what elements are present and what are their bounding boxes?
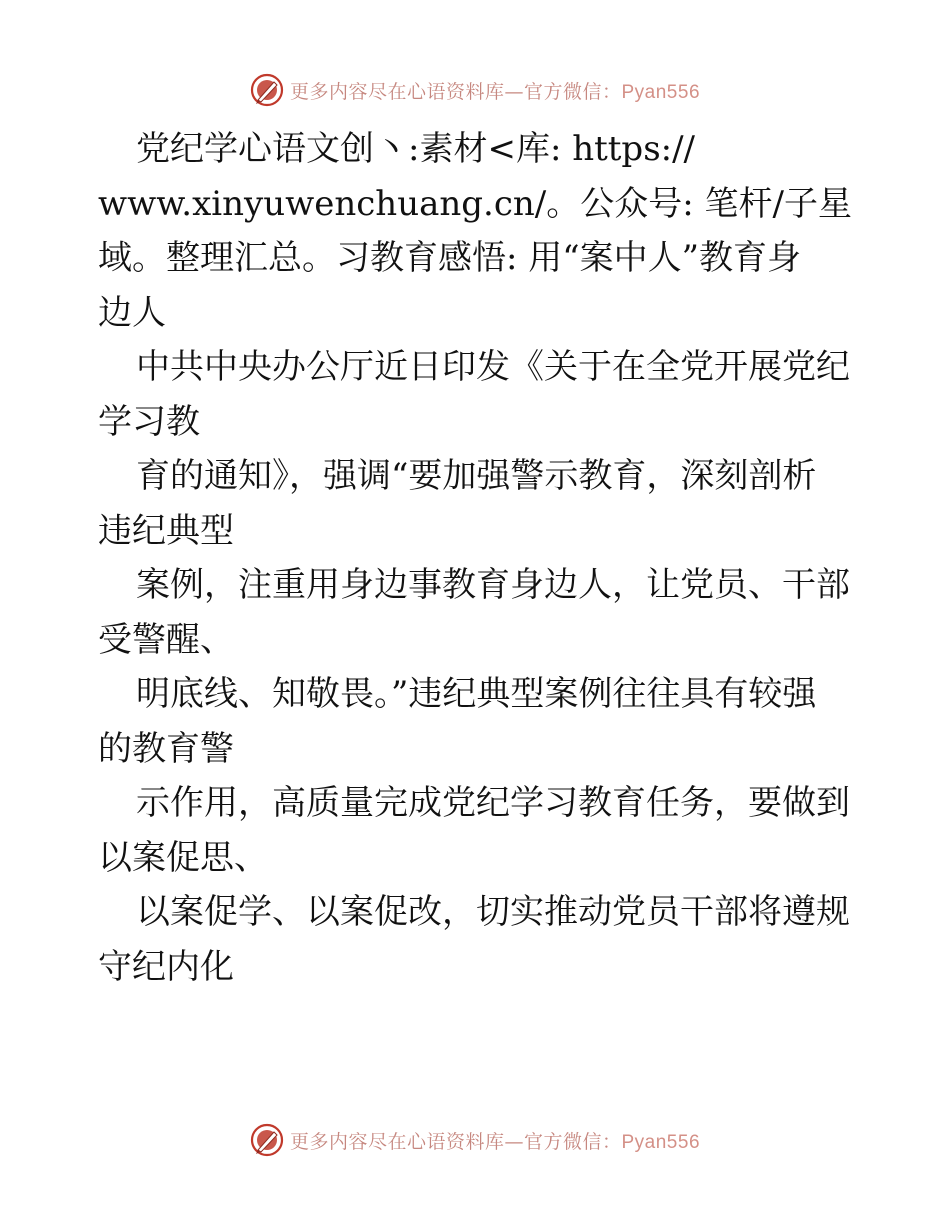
body-line: www.xinyuwenchuang.cn/。公众号: 笔杆/子星 bbox=[98, 183, 852, 224]
body-line: 的教育警 bbox=[98, 728, 234, 769]
footer-banner-text bbox=[290, 1127, 700, 1154]
pen-seal-icon bbox=[250, 73, 284, 107]
header-banner-account: Pyan556 bbox=[621, 81, 701, 103]
document-body bbox=[98, 122, 858, 994]
body-line: 党纪学心语文创丶:素材<库: https:// bbox=[136, 129, 696, 169]
footer-banner bbox=[0, 1120, 950, 1160]
header-banner-inner bbox=[250, 70, 700, 110]
body-line: 守纪内化 bbox=[98, 946, 234, 987]
header-banner bbox=[0, 70, 950, 110]
body-line: 明底线、知敬畏。”违纪典型案例往往具有较强 bbox=[136, 674, 817, 714]
body-line: 案例，注重用身边事教育身边人，让党员、干部 bbox=[136, 565, 850, 605]
footer-banner-separator: — bbox=[504, 1130, 524, 1153]
footer-banner-title: 更多内容尽在心语资料库 bbox=[289, 1130, 505, 1153]
body-line: 育的通知》，强调“要加强警示教育，深刻剖析 bbox=[136, 456, 817, 496]
body-line: 示作用，高质量完成党纪学习教育任务，要做到 bbox=[136, 783, 850, 823]
body-line: 边人 bbox=[98, 292, 166, 333]
body-line: 中共中央办公厅近日印发《关于在全党开展党纪 bbox=[136, 347, 850, 387]
body-line: 域。整理汇总。习教育感悟: 用“案中人”教育身 bbox=[98, 238, 802, 278]
footer-banner-account: Pyan556 bbox=[621, 1131, 701, 1153]
body-line: 受警醒、 bbox=[98, 619, 234, 660]
header-banner-separator: — bbox=[504, 80, 524, 103]
body-line: 以案促思、 bbox=[98, 837, 268, 878]
body-line: 以案促学、以案促改，切实推动党员干部将遵规 bbox=[136, 892, 850, 932]
footer-banner-inner bbox=[250, 1120, 700, 1160]
header-banner-label: 官方微信： bbox=[523, 80, 622, 103]
body-line: 学习教 bbox=[98, 401, 200, 442]
header-banner-title: 更多内容尽在心语资料库 bbox=[289, 80, 505, 103]
body-line: 违纪典型 bbox=[98, 510, 234, 551]
header-banner-text bbox=[290, 77, 700, 104]
footer-banner-label: 官方微信： bbox=[523, 1130, 622, 1153]
pen-seal-icon bbox=[250, 1123, 284, 1157]
